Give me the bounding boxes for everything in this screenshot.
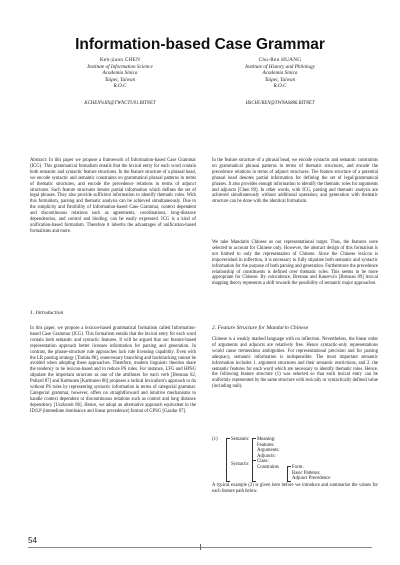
figure-label-constraints: Constraints xyxy=(257,465,279,470)
right-paragraph-3 xyxy=(212,337,378,390)
syntactic-bracket xyxy=(252,460,256,482)
author-affiliation: Taipei, Taiwan xyxy=(104,76,136,83)
abstract-text: Abstract: In this paper we propose a framework of Information-based Case Grammar (ICG). This grammatical formalism entails that the lexical entry for each word contain both semantic and syntactic feature structures. In the feature structure of a phrasal head, we encode syntactic and semantic constraints on grammatical phrasal patterns in terms of thematic structures, and encode the precedence relations in terms of adjunct structures. Such feature structures denote partial information which defines the set of legal phrases. They also provide sufficient information to identify thematic roles. With this formalism, parsing and thematic analysis can be achieved simultaneously. Due to the simplicity and flexibility of Information-based Case Grammar, context dependent and discontinuous relations such as agreements, coordinations, long-distance dependencies, and control and binding, can be easily expressed. ICG is a kind of unification-based formalism. Therefore it inherits the advantages of unification-based formalisms and more. xyxy=(30,158,196,234)
figure-label-form: Form: xyxy=(292,465,304,470)
figure-label-semantic: Semantic xyxy=(231,437,249,442)
constraints-bracket xyxy=(287,466,291,482)
author-name: Keh-jiann CHEN xyxy=(99,57,141,63)
author-affiliation: Institute of Information Science xyxy=(87,63,153,70)
outer-bracket xyxy=(226,438,230,482)
author-email: KCHEN%IIS@TWNCTU01.BITNET xyxy=(84,101,156,106)
author-block-left xyxy=(40,57,200,90)
figure-number: (1) xyxy=(212,437,218,442)
figure-label-adjuncts: Adjuncts: xyxy=(257,453,276,459)
section-heading-introduction: 1. Introduction xyxy=(30,310,64,316)
figure-label-basic-patterns: Basic Patterns: xyxy=(292,470,321,476)
figure-label-arguments: Arguments: xyxy=(257,448,280,454)
body-text: In the feature structure of a phrasal head, we encode syntactic and semantic constraints on grammatical phrasal patterns in terms of thematic structures, and encode the precedence relations in terms of adjunct structures. The feature structure of a potential phrasal head denotes partial information for defining the set of legal/grammatical phrases. It also provides enough information to identify the thematic roles for arguments and adjuncts [Chen 89]. In other words, with ICG, parsing and thematic analysis are achieved simultaneously without additional operation; and generation with thematic structure can be done with the identical formalism. xyxy=(212,158,378,205)
right-paragraph-1 xyxy=(212,158,378,205)
footer-mark xyxy=(200,544,203,550)
right-paragraph-2 xyxy=(212,240,378,287)
introduction xyxy=(30,326,196,415)
page-number: 54 xyxy=(28,536,37,545)
right-paragraph-4 xyxy=(212,483,378,495)
author-email: HSCHUREN@TWNAS886.BITNET xyxy=(245,101,315,106)
feature-structure-figure xyxy=(212,437,378,481)
figure-label-meaning: Meaning: xyxy=(257,437,276,442)
figure-label-features: Features: xyxy=(257,442,275,448)
body-text: A typical example (2) is given here before we introduce and summarize the values for each feature path below. xyxy=(212,483,378,494)
body-text: We take Mandarin Chinese as our representational target. Thus, the features were selected to account for Chinese only. However, the abstract design of this formalism is not limited to only the representation of Chinese. Since the Chinese lexicon is impoverished in inflection, it is necessary to fully stipulate both semantic and syntactic information for the purpose of both parsing and generation. Furthermore the precedence relationship of constituents is defined over thematic roles. This seems to be more appropriate for Chinese. By coincidence, Bresnan and Kanerva's [Bresnan 89] lexical mapping theory represents a shift towards the possibility of semantic major approaches. xyxy=(212,240,378,287)
paper-title: Information-based Case Grammar xyxy=(75,36,325,53)
semantic-bracket xyxy=(252,438,256,461)
introduction-text: In this paper, we propose a lexicon-based grammatical formalism called Information-based Case Grammar (ICG). This formalism entails that the lexical entry for each word contain both semantic and syntactic features. It will be argued that our feature-based representation approach better licenses information for parsing and generation. In contrast, the phrase-structure rule approaches lack rule licensing capability. Even with the LR parsing strategy [Tomita 86], unnecessary branching and backtracking cannot be avoided when adopting these approaches. Therefore, modern linguistic theories share the tendency to be lexicon-based and to reduce PS rules. For instance, LFG and HPSG stipulate the important structure as one of the attributes for each verb [Bresnan 82, Pollard 87] and Karttunen [Karttunen 86] proposes a radical lexicalism's approach to do without PS rules by representing syntactic information in terms of categorial grammar. Categorial grammar, however, offers no straightforward and intuitive mechanisms to handle context dependent or discontinuous relations such as control and long distance dependency [Uszkoreit 86]. Hence, we adopt an alternative approach equivalent to the ID/LP (immediate dominance and linear precedence) format of GPSG [Gazdar 87]. xyxy=(30,326,196,414)
author-block-right xyxy=(200,57,360,90)
author-affiliation: Academia Sinica xyxy=(262,70,298,77)
figure-label-syntactic: Syntactic xyxy=(231,462,249,467)
author-affiliation: Academia Sinica xyxy=(102,70,138,77)
abstract xyxy=(30,158,196,235)
author-affiliation: Institute of History and Philology xyxy=(245,63,315,70)
author-affiliation: Taipei, Taiwan xyxy=(264,76,296,83)
figure-label-adjunct-precedence: Adjunct Precedence xyxy=(292,476,331,482)
figure-label-class: Class: xyxy=(257,459,269,465)
section-heading-feature-structure: 2. Feature Structure for Mandarin Chinese xyxy=(212,325,309,331)
author-name: Chu-Ren HUANG xyxy=(258,57,302,63)
author-affiliation: R.O.C xyxy=(273,83,287,90)
author-affiliation: R.O.C xyxy=(113,83,127,90)
body-text: Chinese is a weakly marked language with no inflection. Nevertheless, the linear order of arguments and adjuncts are relatively free. Hence syntactic-only representations would cause tremendous ambiguities. For representational precision and for parsing adequacy, semantic information is indispensible. The most important semantic information includes 1. argument structures and their semantic restrictions, and 2. the semantic features for each word which are necessary to identify thematic roles. Hence, the following feature structure (1) was selected so that each lexical entry can be uniformly represented by the same structure with lexically or syntactically defined value (including null). xyxy=(212,337,378,390)
